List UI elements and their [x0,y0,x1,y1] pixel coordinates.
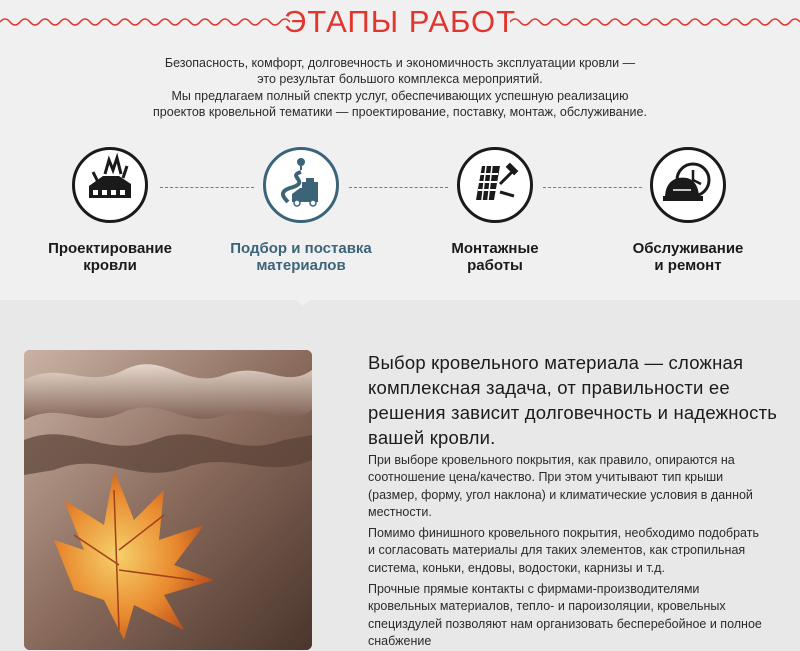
stage-label: Проектирование кровли [48,240,172,274]
roof-tiles-hammer-icon [460,150,530,220]
content-heading: Выбор кровельного материала — сложная комплексная задача, от правильности ее решения зависит долговечность и надежность вашей кровли. [368,352,778,448]
intro-line: Безопасность, комфорт, долговечность и экономичность эксплуатации кровли — [164,56,636,70]
section-title: ЭТАПЫ РАБОТ [283,4,517,39]
stage-label: Обслуживание и ремонт [632,240,744,274]
stage-maintenance[interactable] [598,147,778,274]
intro-line: проектов кровельной тематики — проектирование, поставку, монтаж, обслуживание. [153,105,647,120]
content-paragraph: При выборе кровельного покрытия, как правило, опираются на соотношение цена/качество. При этом учитывают тип крыши (размер, форму, угол наклона) и климатические условия в данной местности. [368,453,753,520]
content-paragraph: Прочные прямые контакты с фирмами-производителями кровельных материалов, тепло- и пароизоляции, кровельных специздулей позволяют нам организовать бесперебойное и полное снабжение [368,582,762,649]
stage-supply[interactable] [211,147,391,274]
stage-circle [457,147,533,223]
stage-design[interactable] [20,147,200,274]
active-stage-pointer [289,294,317,306]
intro-line: это результат большого комплекса мероприятий. [257,72,543,87]
stage-circle [650,147,726,223]
stage-installation[interactable] [405,147,585,274]
content-paragraph: Помимо финишного кровельного покрытия, необходимо подобрать и согласовать материалы для таких элементов, как стропильная система, коньки, ендовы, водостоки, карнизы и т.д. [368,526,759,575]
stage-circle [263,147,339,223]
helmet-clock-icon [653,150,723,220]
intro-line: Мы предлагаем полный спектр услуг, обеспечивающих успешную реализацию [171,88,629,103]
stage-label: Монтажные работы [451,240,539,274]
stage-label: Подбор и поставка материалов [230,240,372,274]
house-design-icon [75,150,145,220]
intro-text [0,55,800,121]
delivery-truck-icon [266,150,336,220]
metal-tile-leaf-image [24,350,312,650]
roofing-photo [24,350,312,650]
stage-circle [72,147,148,223]
